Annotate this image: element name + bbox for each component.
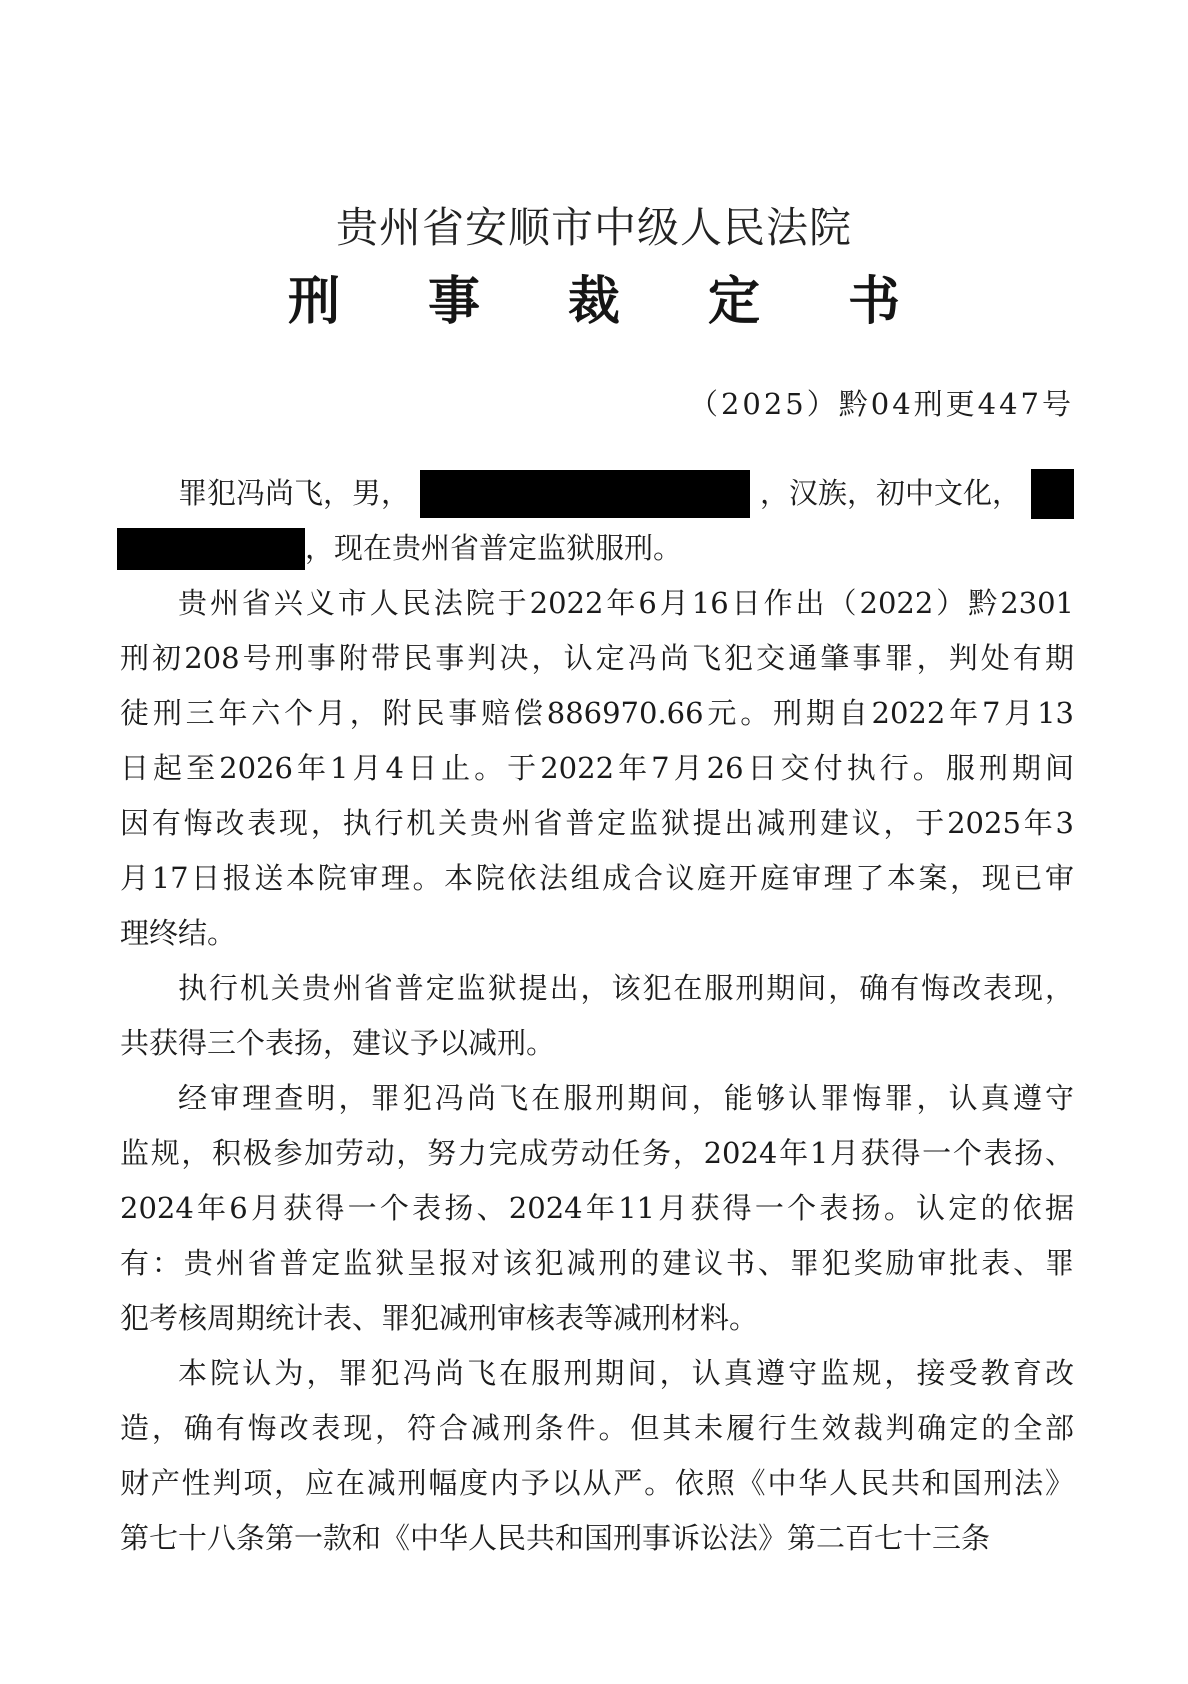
text-line: 本院认为，罪犯冯尚飞在服刑期间，认真遵守监规，接受教育改 [178,1356,1074,1390]
text-line: 因有悔改表现，执行机关贵州省普定监狱提出减刑建议，于2025年3 [120,806,1074,840]
text-line: 共获得三个表扬，建议予以减刑。 [120,1026,556,1060]
document-type-char: 书 [847,272,900,332]
defendant-intro-text: ，汉族，初中文化， [759,476,1021,510]
text-line: 刑初208号刑事附带民事判决，认定冯尚飞犯交通肇事罪，判处有期 [120,641,1074,675]
case-number: （2025）黔04刑更447号 [688,387,1074,421]
redaction-box [420,470,750,518]
defendant-intro-text: ，现在贵州省普定监狱服刑。 [305,531,683,565]
text-line: 财产性判项，应在减刑幅度内予以从严。依照《中华人民共和国刑法》 [120,1466,1074,1500]
document-body [120,466,1074,1566]
document-type-char: 裁 [567,272,620,332]
defendant-intro-line-1 [120,466,1074,521]
text-line: 有：贵州省普定监狱呈报对该犯减刑的建议书、罪犯奖励审批表、罪 [120,1246,1074,1280]
court-name: 贵州省安顺市中级人民法院 [335,203,852,252]
defendant-intro-line-2 [117,521,1074,576]
document-type-title [244,274,944,330]
redaction-box [1031,469,1074,519]
paragraph [120,576,1074,961]
document-type-char: 事 [427,272,480,332]
redaction-box [117,528,305,570]
text-line: 徒刑三年六个月，附民事赔偿886970.66元。刑期自2022年7月13 [120,696,1074,730]
text-line: 理终结。 [120,916,237,950]
paragraph [120,1346,1074,1566]
text-line: 经审理查明，罪犯冯尚飞在服刑期间，能够认罪悔罪，认真遵守 [178,1081,1074,1115]
defendant-intro-text: 罪犯冯尚飞，男， [178,476,411,510]
text-line: 第七十八条第一款和《中华人民共和国刑事诉讼法》第二百七十三条 [120,1521,991,1555]
text-line: 2024年6月获得一个表扬、2024年11月获得一个表扬。认定的依据 [120,1191,1074,1225]
paragraph [120,961,1074,1071]
document-type-char: 刑 [287,272,340,332]
paragraph [120,1071,1074,1346]
text-line: 贵州省兴义市人民法院于2022年6月16日作出（2022）黔2301 [178,586,1074,620]
document-type-char: 定 [707,272,760,332]
text-line: 造，确有悔改表现，符合减刑条件。但其未履行生效裁判确定的全部 [120,1411,1074,1445]
text-line: 日起至2026年1月4日止。于2022年7月26日交付执行。服刑期间 [120,751,1074,785]
text-line: 犯考核周期统计表、罪犯减刑审核表等减刑材料。 [120,1301,759,1335]
text-line: 监规，积极参加劳动，努力完成劳动任务，2024年1月获得一个表扬、 [120,1136,1074,1170]
text-line: 月17日报送本院审理。本院依法组成合议庭开庭审理了本案，现已审 [120,861,1074,895]
text-line: 执行机关贵州省普定监狱提出，该犯在服刑期间，确有悔改表现， [178,971,1074,1005]
